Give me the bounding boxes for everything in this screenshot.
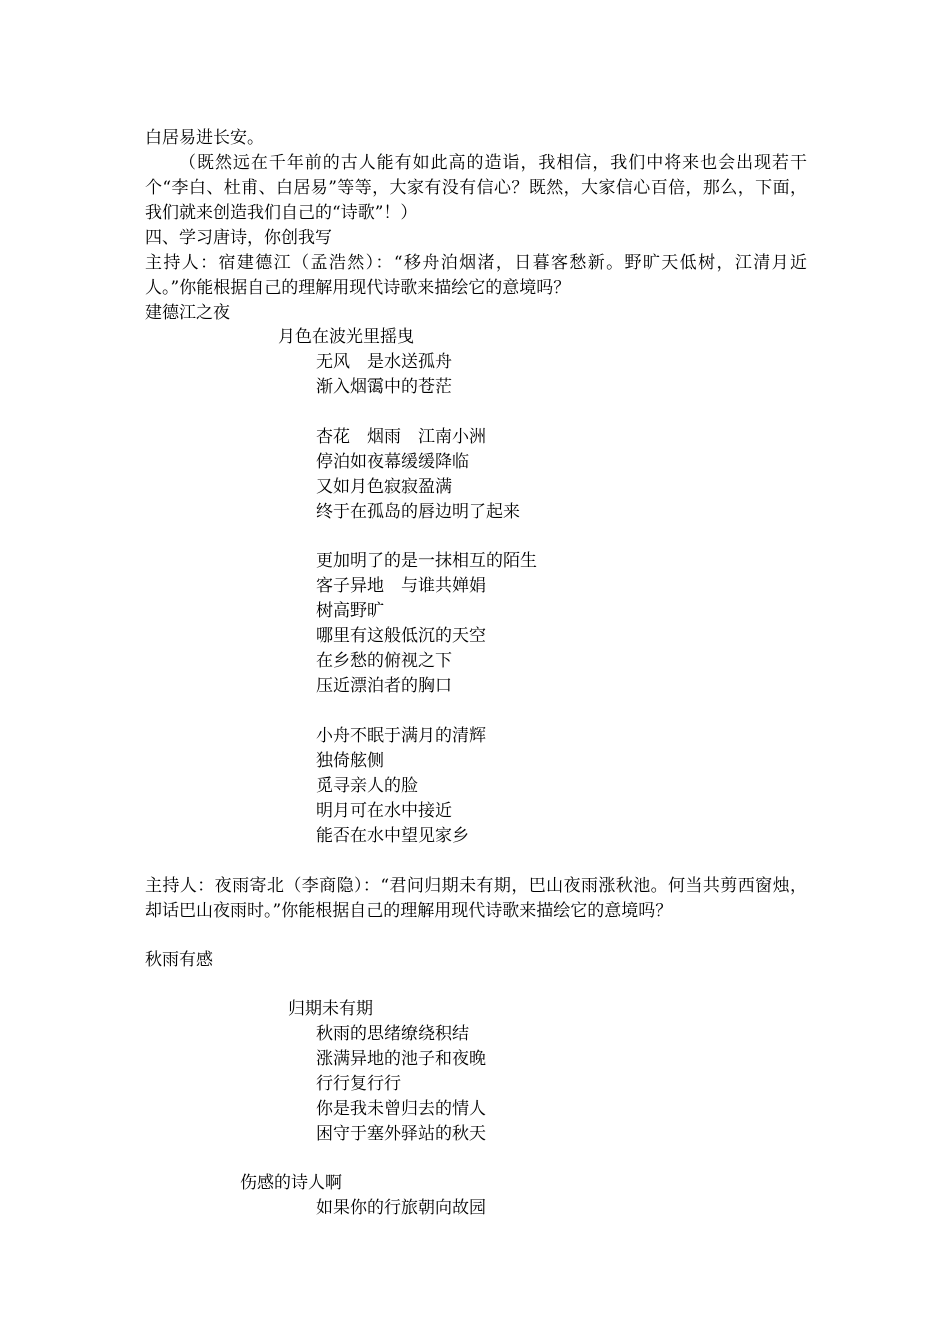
poem-line: 停泊如夜幕缓缓降临 <box>316 452 469 472</box>
poem-line: 能否在水中望见家乡 <box>316 826 469 846</box>
poem-line: 行行复行行 <box>316 1074 401 1094</box>
host-prompt: 主持人：宿建德江（孟浩然）：“移舟泊烟渚，日暮客愁新。野旷天低树，江清月近人。”你能根据自己的理解用现代诗歌来描绘它的意境吗？ <box>145 253 807 298</box>
host-prompt: 主持人：夜雨寄北（李商隐）：“君问归期未有期，巴山夜雨涨秋池。何当共剪西窗烛，却话巴山夜雨时。”你能根据自己的理解用现代诗歌来描绘它的意境吗？ <box>145 876 807 921</box>
poem-line: 在乡愁的俯视之下 <box>316 651 452 671</box>
poem-line: 哪里有这般低沉的天空 <box>316 626 486 646</box>
paragraph-text: （既然远在千年前的古人能有如此高的造诣，我相信，我们中将来也会出现若干个“李白、杜甫、白居易”等等，大家有没有信心？既然，大家信心百倍，那么，下面，我们就来创造我们自己的“诗歌”！） <box>145 153 807 223</box>
poem-line: 终于在孤岛的唇边明了起来 <box>316 502 520 522</box>
poem-line: 树高野旷 <box>316 601 384 621</box>
poem-line: 月色在波光里摇曳 <box>278 327 414 347</box>
poem-line: 又如月色寂寂盈满 <box>316 477 452 497</box>
poem-line: 明月可在水中接近 <box>316 801 452 821</box>
poem-line: 如果你的行旅朝向故园 <box>316 1198 486 1218</box>
poem-line: 你是我未曾归去的情人 <box>316 1099 486 1119</box>
poem-line: 涨满异地的池子和夜晚 <box>316 1049 486 1069</box>
poem-line: 秋雨的思绪缭绕积结 <box>316 1024 469 1044</box>
poem-line: 客子异地 与谁共婵娟 <box>316 576 486 596</box>
paragraph-text: 白居易进长安。 <box>145 128 264 148</box>
poem-line: 独倚舷侧 <box>316 751 384 771</box>
poem-line: 更加明了的是一抹相互的陌生 <box>316 551 537 571</box>
poem-line: 渐入烟霭中的苍茫 <box>316 377 452 397</box>
poem-line: 归期未有期 <box>288 999 373 1019</box>
poem-line: 杏花 烟雨 江南小洲 <box>316 427 486 447</box>
poem-line: 觅寻亲人的脸 <box>316 776 418 796</box>
poem-line: 小舟不眠于满月的清辉 <box>316 726 486 746</box>
poem-line: 无风 是水送孤舟 <box>316 352 452 372</box>
poem-line: 伤感的诗人啊 <box>240 1173 342 1193</box>
section-heading: 四、学习唐诗，你创我写 <box>145 228 332 248</box>
poem-title: 秋雨有感 <box>145 950 213 970</box>
poem-title: 建德江之夜 <box>145 303 230 323</box>
poem-line: 困守于塞外驿站的秋天 <box>316 1124 486 1144</box>
poem-line: 压近漂泊者的胸口 <box>316 676 452 696</box>
